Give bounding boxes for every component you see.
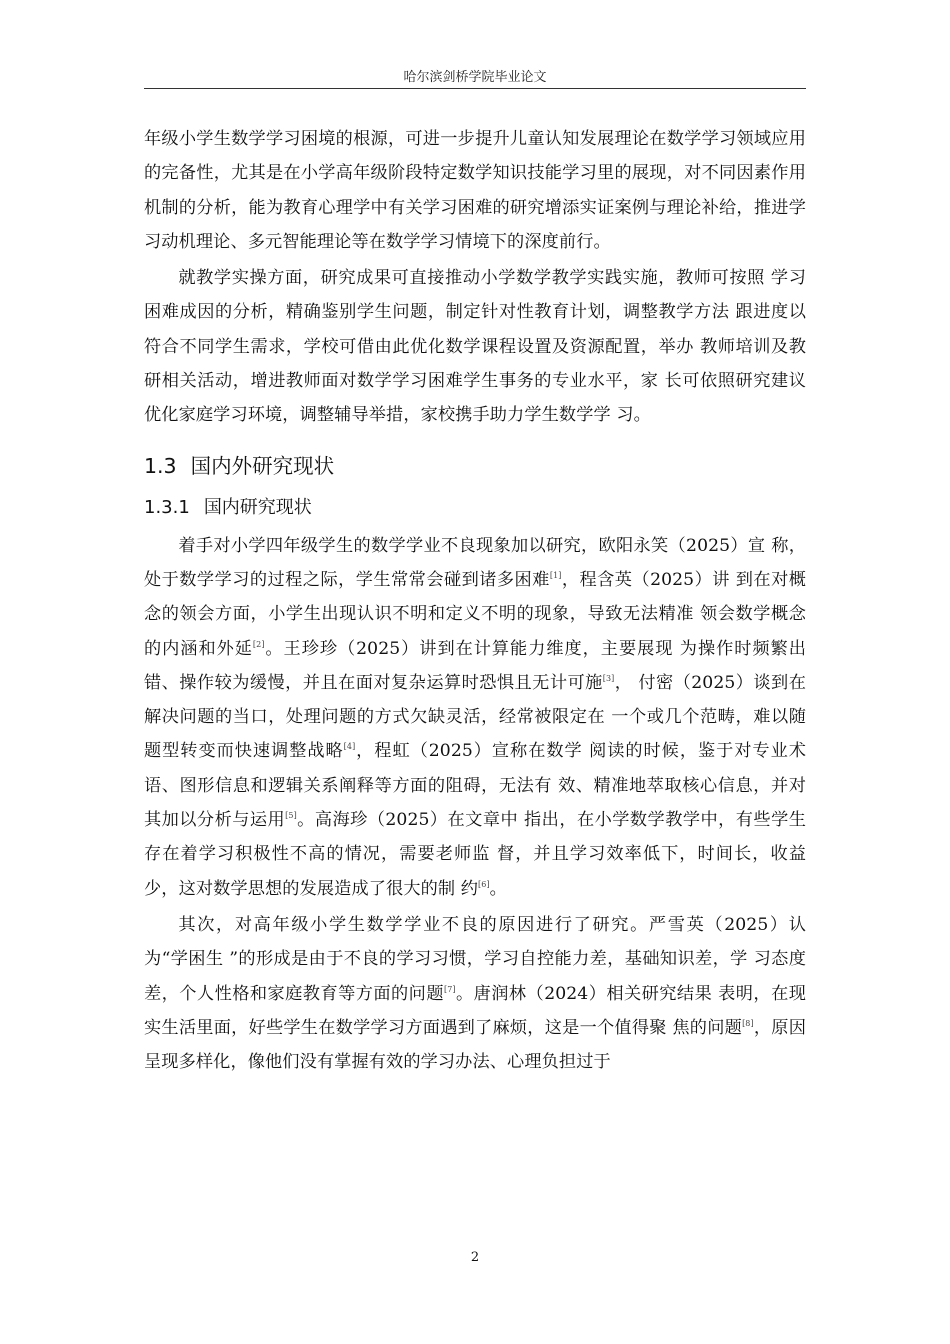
running-header: 哈尔滨剑桥学院毕业论文 — [403, 70, 547, 85]
text-span: 。唐润林（2024）相关研究结果 表明，在现实生活里面，好些学生在数学学习方面遇到了麻烦，这是一个值得聚 焦的问题 — [144, 983, 806, 1038]
citation-ref: [3] — [602, 673, 615, 683]
citation-ref: [7] — [443, 984, 456, 994]
text-span: ，程虹（2025）宣称在数学 阅读的时候，鉴于对专业术语、图形信息和逻辑关系阐释等方面的阻碍，无法有 效、精准地萃取核心信息，并对其加以分析与运用 — [144, 741, 807, 831]
subsection-number: 1.3.1 — [144, 496, 190, 518]
text-span: ，原因呈现多样化，像他们没有掌握有效的学习办法、心理负担过于 — [144, 1017, 806, 1073]
text-span: ， 付密（2025）谈到在解决问题的当口，处理问题的方式欠缺灵活，经常被限定在 一个或几个范畴，难以随题型转变而快速调整战略 — [144, 672, 806, 762]
citation-ref: [1] — [549, 570, 562, 580]
text-span: ，程含英（2025）讲 到在对概念的领会方面，小学生出现认识不明和定义不明的现象，导致无法精准 领会数学概念的内涵和外延 — [144, 569, 806, 659]
subsection-title: 国内研究现状 — [203, 496, 312, 518]
citation-ref: [2] — [252, 639, 265, 649]
citation-ref: [4] — [343, 742, 356, 752]
section-title: 国内外研究现状 — [190, 453, 335, 478]
text-span: 。高海珍（2025）在文章中 指出，在小学数学教学中，有些学生存在着学习积极性不高的情况，需要老师监 督，并且学习效率低下，时间长，收益少，这对数学思想的发展造成了很大的制 约 — [144, 810, 806, 899]
header-rule — [144, 88, 806, 89]
paragraph-domestic-research — [144, 529, 806, 906]
text-span: 其次，对高年级小学生数学学业不良的原因进行了研究。严雪英（2025）认 为“学困生 ”的形成是由于不良的学习习惯，学习自控能力差，基础知识差，学 习态度差，个人性格和家庭教育等方面的问题 — [144, 914, 806, 1004]
text-span: 着手对小学四年级学生的数学学业不良现象加以研究，欧阳永笑（2025）宣 称，处于数学学习的过程之际，学生常常会碰到诸多困难 — [144, 535, 806, 590]
citation-ref: [5] — [285, 811, 297, 821]
citation-ref: [8] — [742, 1018, 754, 1028]
citation-ref: [6] — [478, 879, 490, 889]
page-number: 2 — [470, 1250, 480, 1265]
subsection-heading-1-3-1 — [144, 491, 806, 525]
text-span: 。王珍珍（2025）讲到在计算能力维度，主要展现 为操作时频繁出错、操作较为缓慢，并且在面对复杂运算时恐惧且无计可施 — [144, 638, 806, 693]
paragraph-continued: 年级小学生数学学习困境的根源，可进一步提升儿童认知发展理论在数学学习领域应用的完备性，尤其是在小学高年级阶段特定数学知识技能学习里的展现，对不同因素作用机制的分析，能为教育心理学中有关学习困难的研究增添实证案例与理论补给，推进学习动机理论、多元智能理论等在数学学习情境下的深度前行。 — [144, 129, 806, 252]
paragraph-teaching-practice: 就教学实操方面，研究成果可直接推动小学数学教学实践实施，教师可按照 学习困难成因的分析，精确鉴别学生问题，制定针对性教育计划，调整教学方法 跟进度以符合不同学生需求，学校可借由此优化数学课程设置及资源配置，举办 教师培训及教研相关活动，增进教师面对数学学习困难学生事务的专业水平，家 长可依照研究建议优化家庭学习环境，调整辅导举措，家校携手助力学生数学学 习。 — [144, 268, 806, 426]
paragraph-causes — [144, 908, 806, 1079]
text-span: 。 — [489, 878, 507, 899]
page-body — [144, 122, 806, 1079]
section-number: 1.3 — [144, 453, 177, 478]
section-heading-1-3 — [144, 447, 806, 485]
